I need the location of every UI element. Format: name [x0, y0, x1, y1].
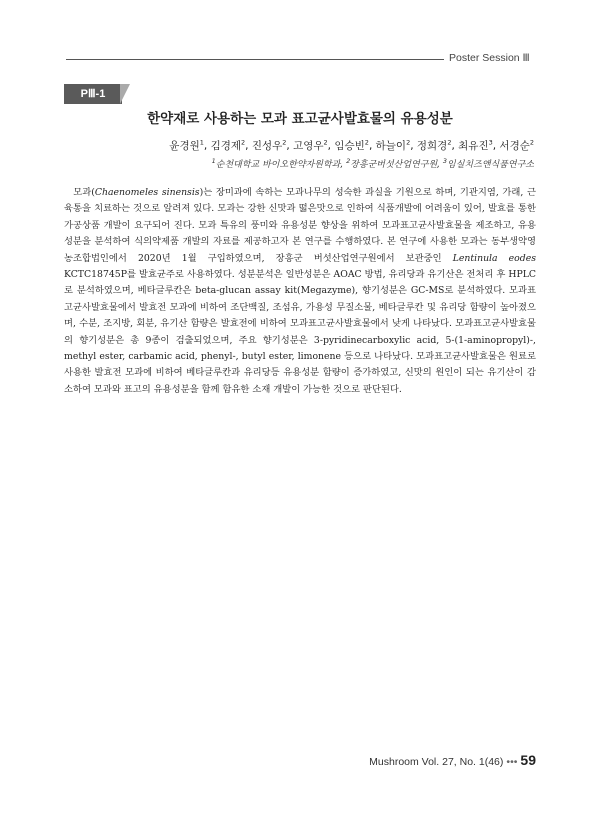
affiliation: $^1$순천대학교 바이오한약자원학과,: [211, 157, 344, 170]
author: 진성우$^2$,: [251, 138, 294, 152]
poster-code-badge: PⅢ-1: [64, 84, 122, 104]
page-footer: [369, 752, 536, 768]
poster-code-wedge: [120, 84, 130, 104]
author: 김경제$^2$,: [210, 138, 252, 152]
author: 정희경$^2$,: [416, 138, 459, 152]
abstract-body: 모과(Chaenomeles sinensis)는 장미과에 속하는 모과나무의 성숙한 과실을 기원으로 하며, 기관지염, 가래, 근육통을 치료하는 것으로 알려져 있다. 모과는 강한 신맛과 떫은맛으로 인하여 식품개발에 어려움이 있어, 발효를 통한 가공상품 개발이 요구되어 진다. 모과 특유의 풍미와 유용성분 향상을 위하여 모과표고균사발효물을 제조하고, 유용성분을 분석하여 식의약제품 개발의 자료를 제공하고자 본 연구를 수행하였다. 본 연구에 사용한 모과는 동부생약영농조합법인에서 2020년 1월 구입하였으며, 장흥군 버섯산업연구원에서 보관중인 Lentinula eodes KCTC18745P를 발효균주로 사용하였다. 성분분석은 일반성분은 AOAC 방법, 유리당과 유기산은 전처리 후 HPLC로 분석하였으며, 베타글루칸은 beta-glucan assay kit(Megazyme), 향기성분은 GC-MS로 분석하였다. 모과표고균사발효물에서 발효전 모과에 비하여 조단백질, 조섬유, 가용성 무질소물, 베타글루칸 및 유리당 함량이 높아졌으며, 수분, 조지방, 회분, 유기산 함량은 발효전에 비하여 모과표고균사발효물에서 낮게 나타났다. 모과표고균사발효물의 향기성분은 총 9종이 검출되었으며, 주요 향기성분은 3-pyridinecarboxylic acid, 5-(1-aminopropyl)-, methyl ester, carbamic acid, phenyl-, butyl ester, limonene 등으로 나타났다. 모과표고균사발효물은 원료로 사용한 발효전 모과에 비하여 베타글루칸과 유리당등 유용성분 함량이 증가하였고, 신맛의 원인이 되는 유기산이 감소하여 모과와 표고의 유용성분을 함께 함유한 소재 개발이 가능한 것으로 판단된다.: [64, 187, 536, 395]
header-rule: [66, 59, 444, 60]
footer-dots: •••: [506, 756, 518, 768]
author: 최유진$^3$,: [458, 138, 500, 152]
session-label: Poster Session Ⅲ: [449, 52, 530, 64]
author-list: [169, 138, 534, 153]
affiliation-list: [212, 157, 534, 170]
author: 윤경원$^1$,: [169, 138, 211, 152]
species-name: Lentinula eodes: [452, 252, 536, 264]
author: 고영우$^2$,: [293, 138, 335, 152]
affiliation: $^3$임실치즈앤식품연구소: [442, 157, 534, 170]
poster-title: 한약재로 사용하는 모과 표고균사발효물의 유용성분: [147, 111, 453, 127]
author: 서경순$^2$: [499, 138, 534, 152]
journal-citation: Mushroom Vol. 27, No. 1(46): [369, 756, 504, 768]
author: 하늘이$^2$,: [375, 138, 417, 152]
species-name: Chaenomeles sinensis: [94, 187, 200, 198]
affiliation: $^2$장흥군버섯산업연구원,: [346, 157, 441, 170]
page-number: 59: [520, 752, 536, 768]
author: 임승빈$^2$,: [334, 138, 376, 152]
